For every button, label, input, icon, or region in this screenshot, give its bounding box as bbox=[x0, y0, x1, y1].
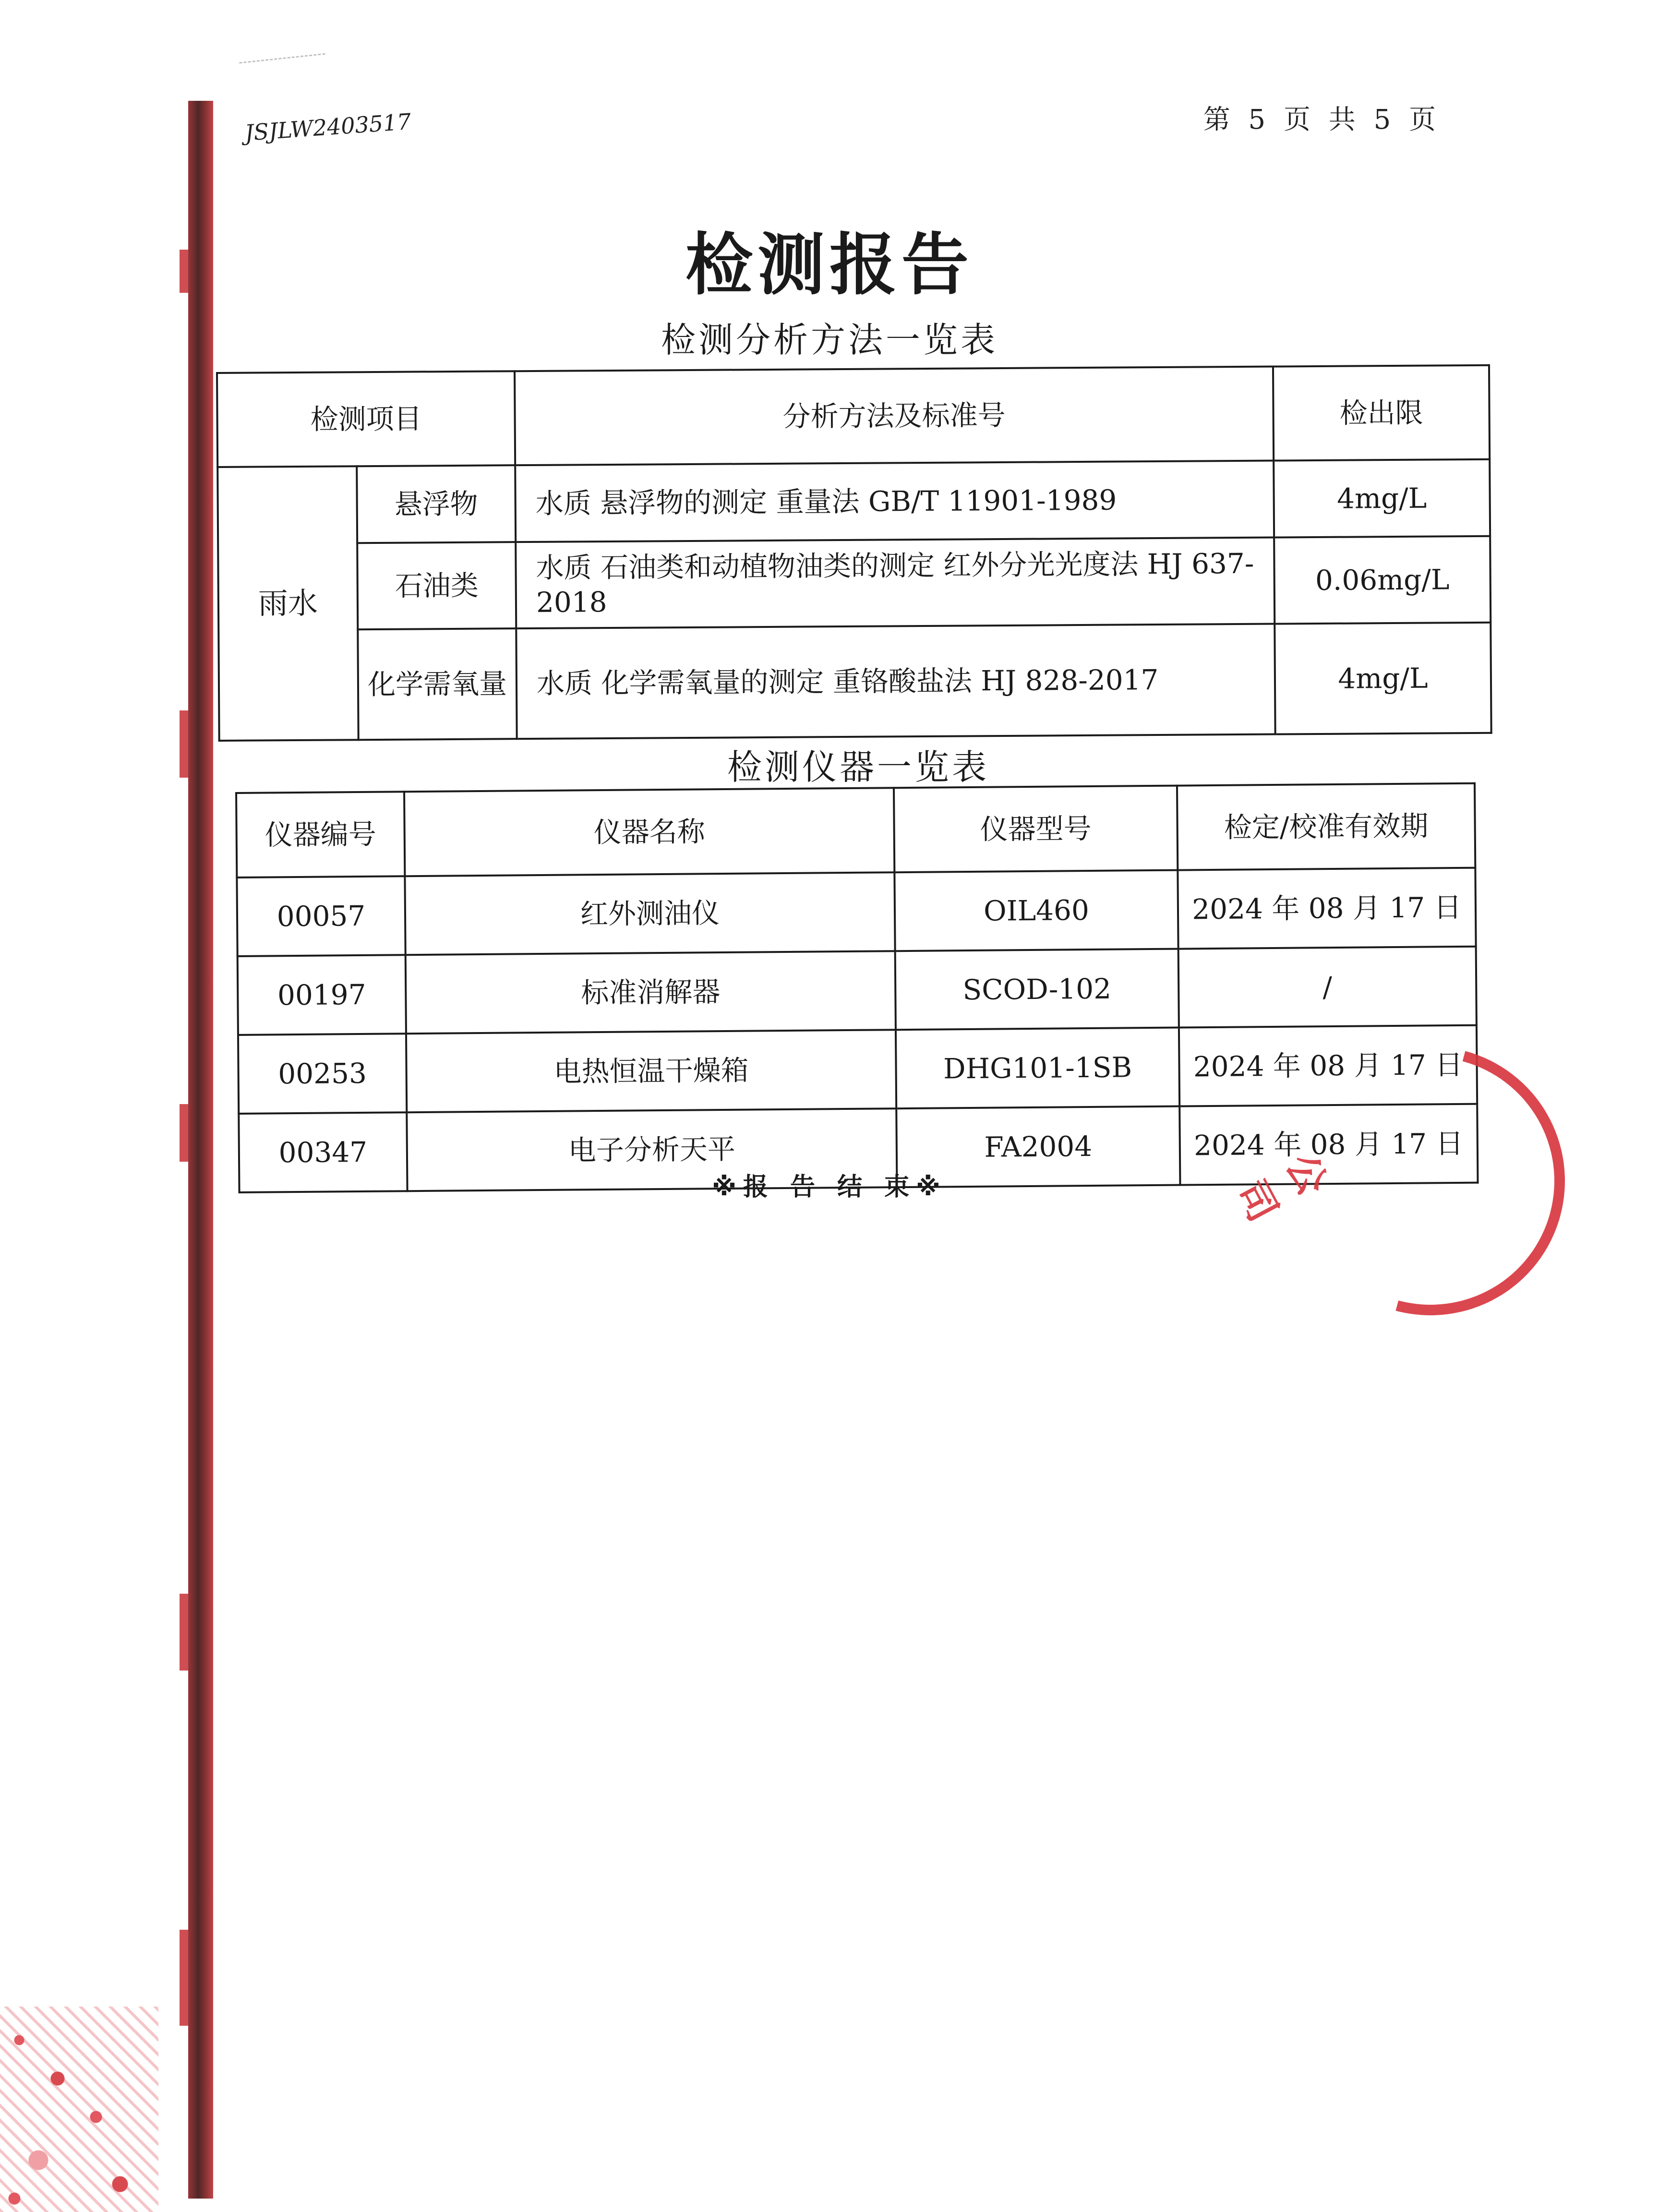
seal-text: 公司 bbox=[1227, 1146, 1336, 1229]
table-header-row bbox=[236, 783, 1475, 878]
table-row bbox=[217, 459, 1490, 544]
header-number: 仪器编号 bbox=[236, 792, 405, 878]
table-header-row bbox=[217, 365, 1490, 467]
methods-table bbox=[216, 364, 1492, 742]
table-row bbox=[238, 1025, 1477, 1114]
table-row bbox=[238, 947, 1477, 1035]
limit-cell: 0.06mg/L bbox=[1274, 536, 1491, 624]
number-cell: 00253 bbox=[238, 1034, 407, 1114]
name-cell: 电子分析天平 bbox=[407, 1108, 897, 1191]
model-cell: FA2004 bbox=[896, 1106, 1180, 1188]
limit-cell: 4mg/L bbox=[1274, 623, 1491, 734]
item-cell: 石油类 bbox=[357, 542, 516, 629]
item-cell: 化学需氧量 bbox=[358, 628, 517, 740]
header-item: 检测项目 bbox=[217, 371, 515, 467]
number-cell: 00197 bbox=[238, 955, 406, 1035]
validity-cell: 2024 年 08 月 17 日 bbox=[1179, 1025, 1477, 1106]
model-cell: OIL460 bbox=[894, 870, 1178, 951]
model-cell: SCOD-102 bbox=[895, 949, 1179, 1030]
method-cell: 水质 悬浮物的测定 重量法 GB/T 11901-1989 bbox=[515, 461, 1274, 542]
method-cell: 水质 化学需氧量的测定 重铬酸盐法 HJ 828-2017 bbox=[516, 624, 1275, 739]
binding-speck bbox=[180, 1594, 188, 1671]
validity-cell: 2024 年 08 月 17 日 bbox=[1178, 868, 1476, 949]
model-cell: DHG101-1SB bbox=[896, 1028, 1179, 1109]
header-limit: 检出限 bbox=[1273, 365, 1490, 461]
category-cell: 雨水 bbox=[217, 466, 358, 741]
scan-noise-corner bbox=[0, 2007, 158, 2212]
validity-cell: 2024 年 08 月 17 日 bbox=[1179, 1104, 1478, 1185]
limit-cell: 4mg/L bbox=[1274, 459, 1490, 538]
item-cell: 悬浮物 bbox=[357, 465, 516, 543]
table-row bbox=[218, 623, 1491, 741]
name-cell: 标准消解器 bbox=[406, 951, 896, 1034]
table-row bbox=[218, 536, 1491, 630]
report-title: 检测报告 bbox=[685, 226, 974, 304]
scan-noise-top bbox=[239, 53, 327, 83]
header-name: 仪器名称 bbox=[404, 788, 894, 876]
page-counter: 第 5 页 共 5 页 bbox=[1203, 104, 1441, 135]
method-cell: 水质 石油类和动植物油类的测定 红外分光光度法 HJ 637-2018 bbox=[516, 538, 1274, 629]
report-end-mark: ※报 告 结 束※ bbox=[712, 1173, 947, 1202]
methods-table-title: 检测分析方法一览表 bbox=[661, 320, 998, 360]
name-cell: 红外测油仪 bbox=[405, 872, 895, 955]
instruments-table bbox=[235, 782, 1479, 1193]
name-cell: 电热恒温干燥箱 bbox=[406, 1030, 896, 1112]
binding-edge-shadow bbox=[188, 101, 213, 2199]
header-validity: 检定/校准有效期 bbox=[1177, 783, 1475, 870]
binding-speck bbox=[180, 1930, 188, 2026]
header-method: 分析方法及标准号 bbox=[515, 367, 1274, 466]
number-cell: 00057 bbox=[237, 876, 405, 956]
header-model: 仪器型号 bbox=[894, 786, 1178, 873]
instruments-table-title: 检测仪器一览表 bbox=[727, 747, 989, 787]
validity-cell: / bbox=[1178, 947, 1477, 1028]
number-cell: 00347 bbox=[239, 1112, 407, 1192]
table-row bbox=[237, 868, 1476, 956]
report-id: JSJLW2403517 bbox=[244, 108, 412, 146]
binding-speck bbox=[180, 1104, 188, 1162]
